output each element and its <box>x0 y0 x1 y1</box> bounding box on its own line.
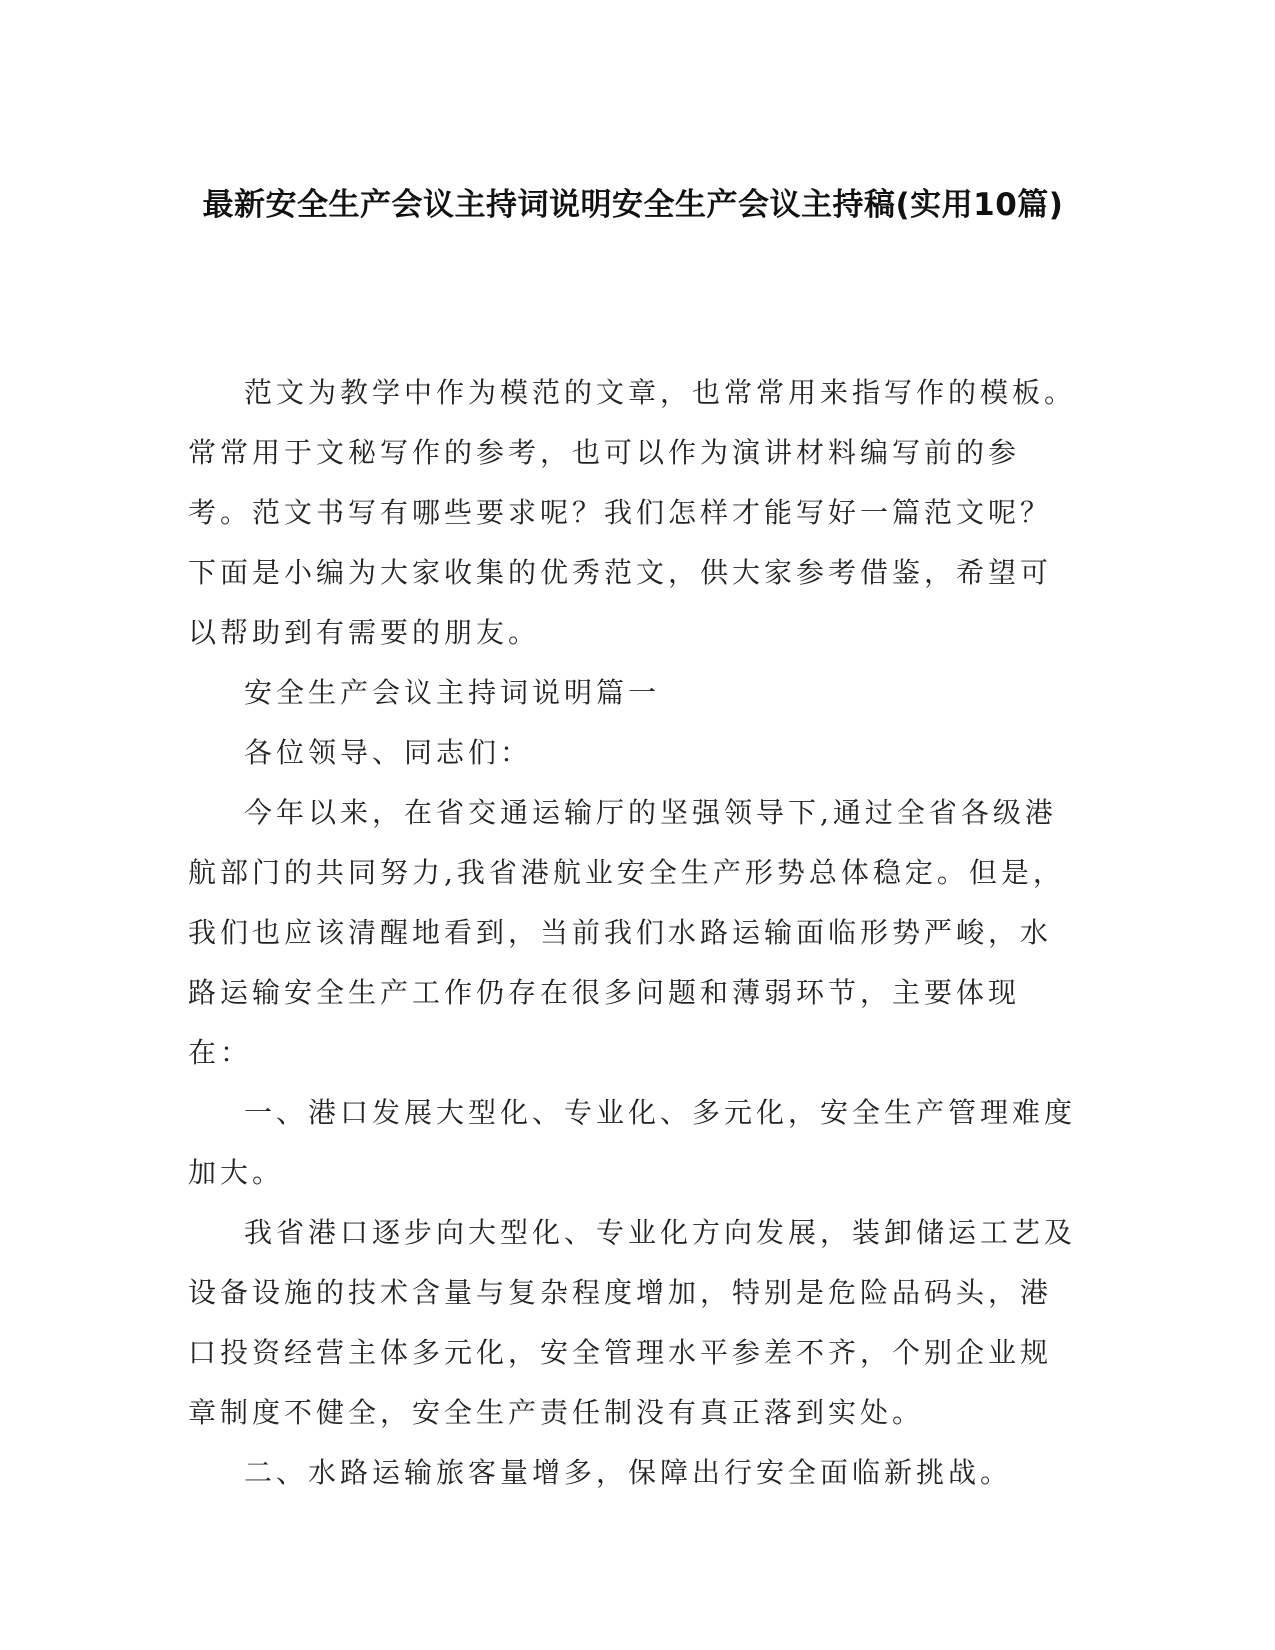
document-body <box>188 363 1083 1503</box>
salutation: 各位领导、同志们： <box>244 736 533 769</box>
section-heading: 安全生产会议主持词说明篇一 <box>244 676 661 709</box>
body-paragraph: 今年以来，在省交通运输厅的坚强领导下,通过全省各级港航部门的共同努力,我省港航业安全生产形势总体稳定。但是，我们也应该清醒地看到，当前我们水路运输面临形势严峻，水路运输安全生产工作仍存在很多问题和薄弱环节，主要体现在： <box>188 796 1065 1069</box>
point-one-heading: 一、港口发展大型化、专业化、多元化，安全生产管理难度加大。 <box>188 1096 1077 1189</box>
point-two-heading: 二、水路运输旅客量增多，保障出行安全面临新挑战。 <box>244 1456 1013 1489</box>
body-paragraph: 我省港口逐步向大型化、专业化方向发展，装卸储运工艺及设备设施的技术含量与复杂程度增加，特别是危险品码头，港口投资经营主体多元化，安全管理水平参差不齐，个别企业规章制度不健全，安全生产责任制没有真正落到实处。 <box>188 1216 1077 1429</box>
intro-paragraph: 范文为教学中作为模范的文章，也常常用来指写作的模板。常常用于文秘写作的参考，也可以作为演讲材料编写前的参考。范文书写有哪些要求呢？我们怎样才能写好一篇范文呢？下面是小编为大家收集的优秀范文，供大家参考借鉴，希望可以帮助到有需要的朋友。 <box>188 376 1077 649</box>
document-title: 最新安全生产会议主持词说明安全生产会议主持稿(实用10篇) <box>202 187 1064 223</box>
